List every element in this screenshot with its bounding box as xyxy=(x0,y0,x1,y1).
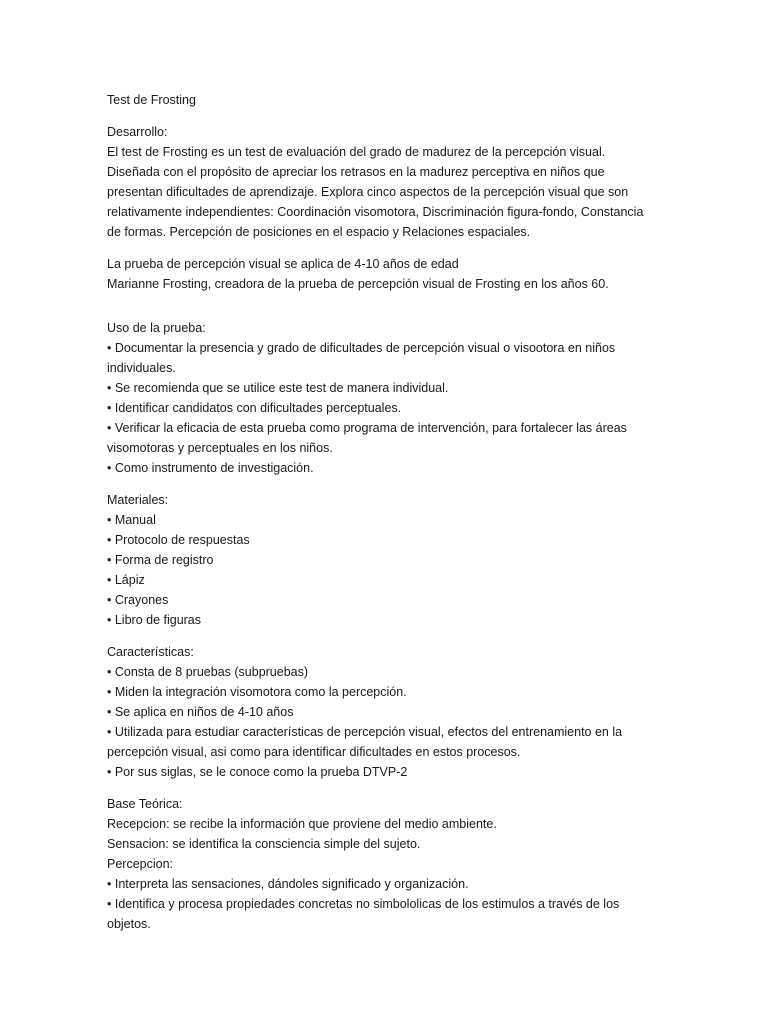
list-item: • Crayones xyxy=(107,593,169,607)
uso-heading: Uso de la prueba: xyxy=(107,321,206,335)
section-intro xyxy=(107,254,647,294)
list-item: • Se recomienda que se utilice este test de manera individual. xyxy=(107,381,449,395)
list-item: • Como instrumento de investigación. xyxy=(107,461,314,475)
base-teorica-line: Recepcion: se recibe la información que proviene del medio ambiente. xyxy=(107,817,497,831)
intro-line: Marianne Frosting, creadora de la prueba de percepción visual de Frosting en los años 60. xyxy=(107,277,609,291)
section-materiales xyxy=(107,490,647,630)
base-teorica-line: Percepcion: xyxy=(107,857,174,871)
desarrollo-heading: Desarrollo: xyxy=(107,125,168,139)
base-teorica-line: Sensacion: se identifica la consciencia simple del sujeto. xyxy=(107,837,421,851)
section-base-teorica xyxy=(107,794,647,934)
list-item: • Interpreta las sensaciones, dándoles significado y organización. xyxy=(107,877,469,891)
section-uso xyxy=(107,318,647,478)
list-item: • Consta de 8 pruebas (subpruebas) xyxy=(107,665,309,679)
list-item: • Miden la integración visomotora como la percepción. xyxy=(107,685,407,699)
list-item: • Libro de figuras xyxy=(107,613,202,627)
list-item: • Documentar la presencia y grado de dificultades de percepción visual o visootora en niños individuales. xyxy=(107,341,616,375)
list-item: • Identificar candidatos con dificultades perceptuales. xyxy=(107,401,402,415)
list-item: • Protocolo de respuestas xyxy=(107,533,250,547)
list-item: • Se aplica en niños de 4-10 años xyxy=(107,705,294,719)
list-item: • Utilizada para estudiar características de percepción visual, efectos del entrenamiento en la percepción visual, asi como para identificar dificultades en estos procesos. xyxy=(107,725,623,759)
intro-line: La prueba de percepción visual se aplica de 4-10 años de edad xyxy=(107,257,459,271)
list-item: • Verificar la eficacia de esta prueba como programa de intervención, para fortalecer las áreas visomotoras y perceptuales en los niños. xyxy=(107,421,627,455)
list-item: • Identifica y procesa propiedades concretas no simbololicas de los estimulos a través de los objetos. xyxy=(107,897,620,931)
list-item: • Lápiz xyxy=(107,573,145,587)
base-teorica-heading: Base Teórica: xyxy=(107,797,183,811)
section-caracteristicas xyxy=(107,642,647,782)
document-body xyxy=(107,90,647,946)
section-desarrollo xyxy=(107,122,647,242)
list-item: • Manual xyxy=(107,513,156,527)
list-item: • Forma de registro xyxy=(107,553,214,567)
desarrollo-paragraph: El test de Frosting es un test de evaluación del grado de madurez de la percepción visual. Diseñada con el propósito de apreciar los retrasos en la madurez perceptiva en niños que presentan dificultades de aprendizaje. Explora cinco aspectos de la percepción visual que son relativamente independientes: Coordinación visomotora, Discriminación figura-fondo, Constancia de formas. Percepción de posiciones en el espacio y Relaciones espaciales. xyxy=(107,145,644,239)
caracteristicas-heading: Características: xyxy=(107,645,194,659)
list-item: • Por sus siglas, se le conoce como la prueba DTVP-2 xyxy=(107,765,408,779)
document-title: Test de Frosting xyxy=(107,93,196,107)
materiales-heading: Materiales: xyxy=(107,493,169,507)
